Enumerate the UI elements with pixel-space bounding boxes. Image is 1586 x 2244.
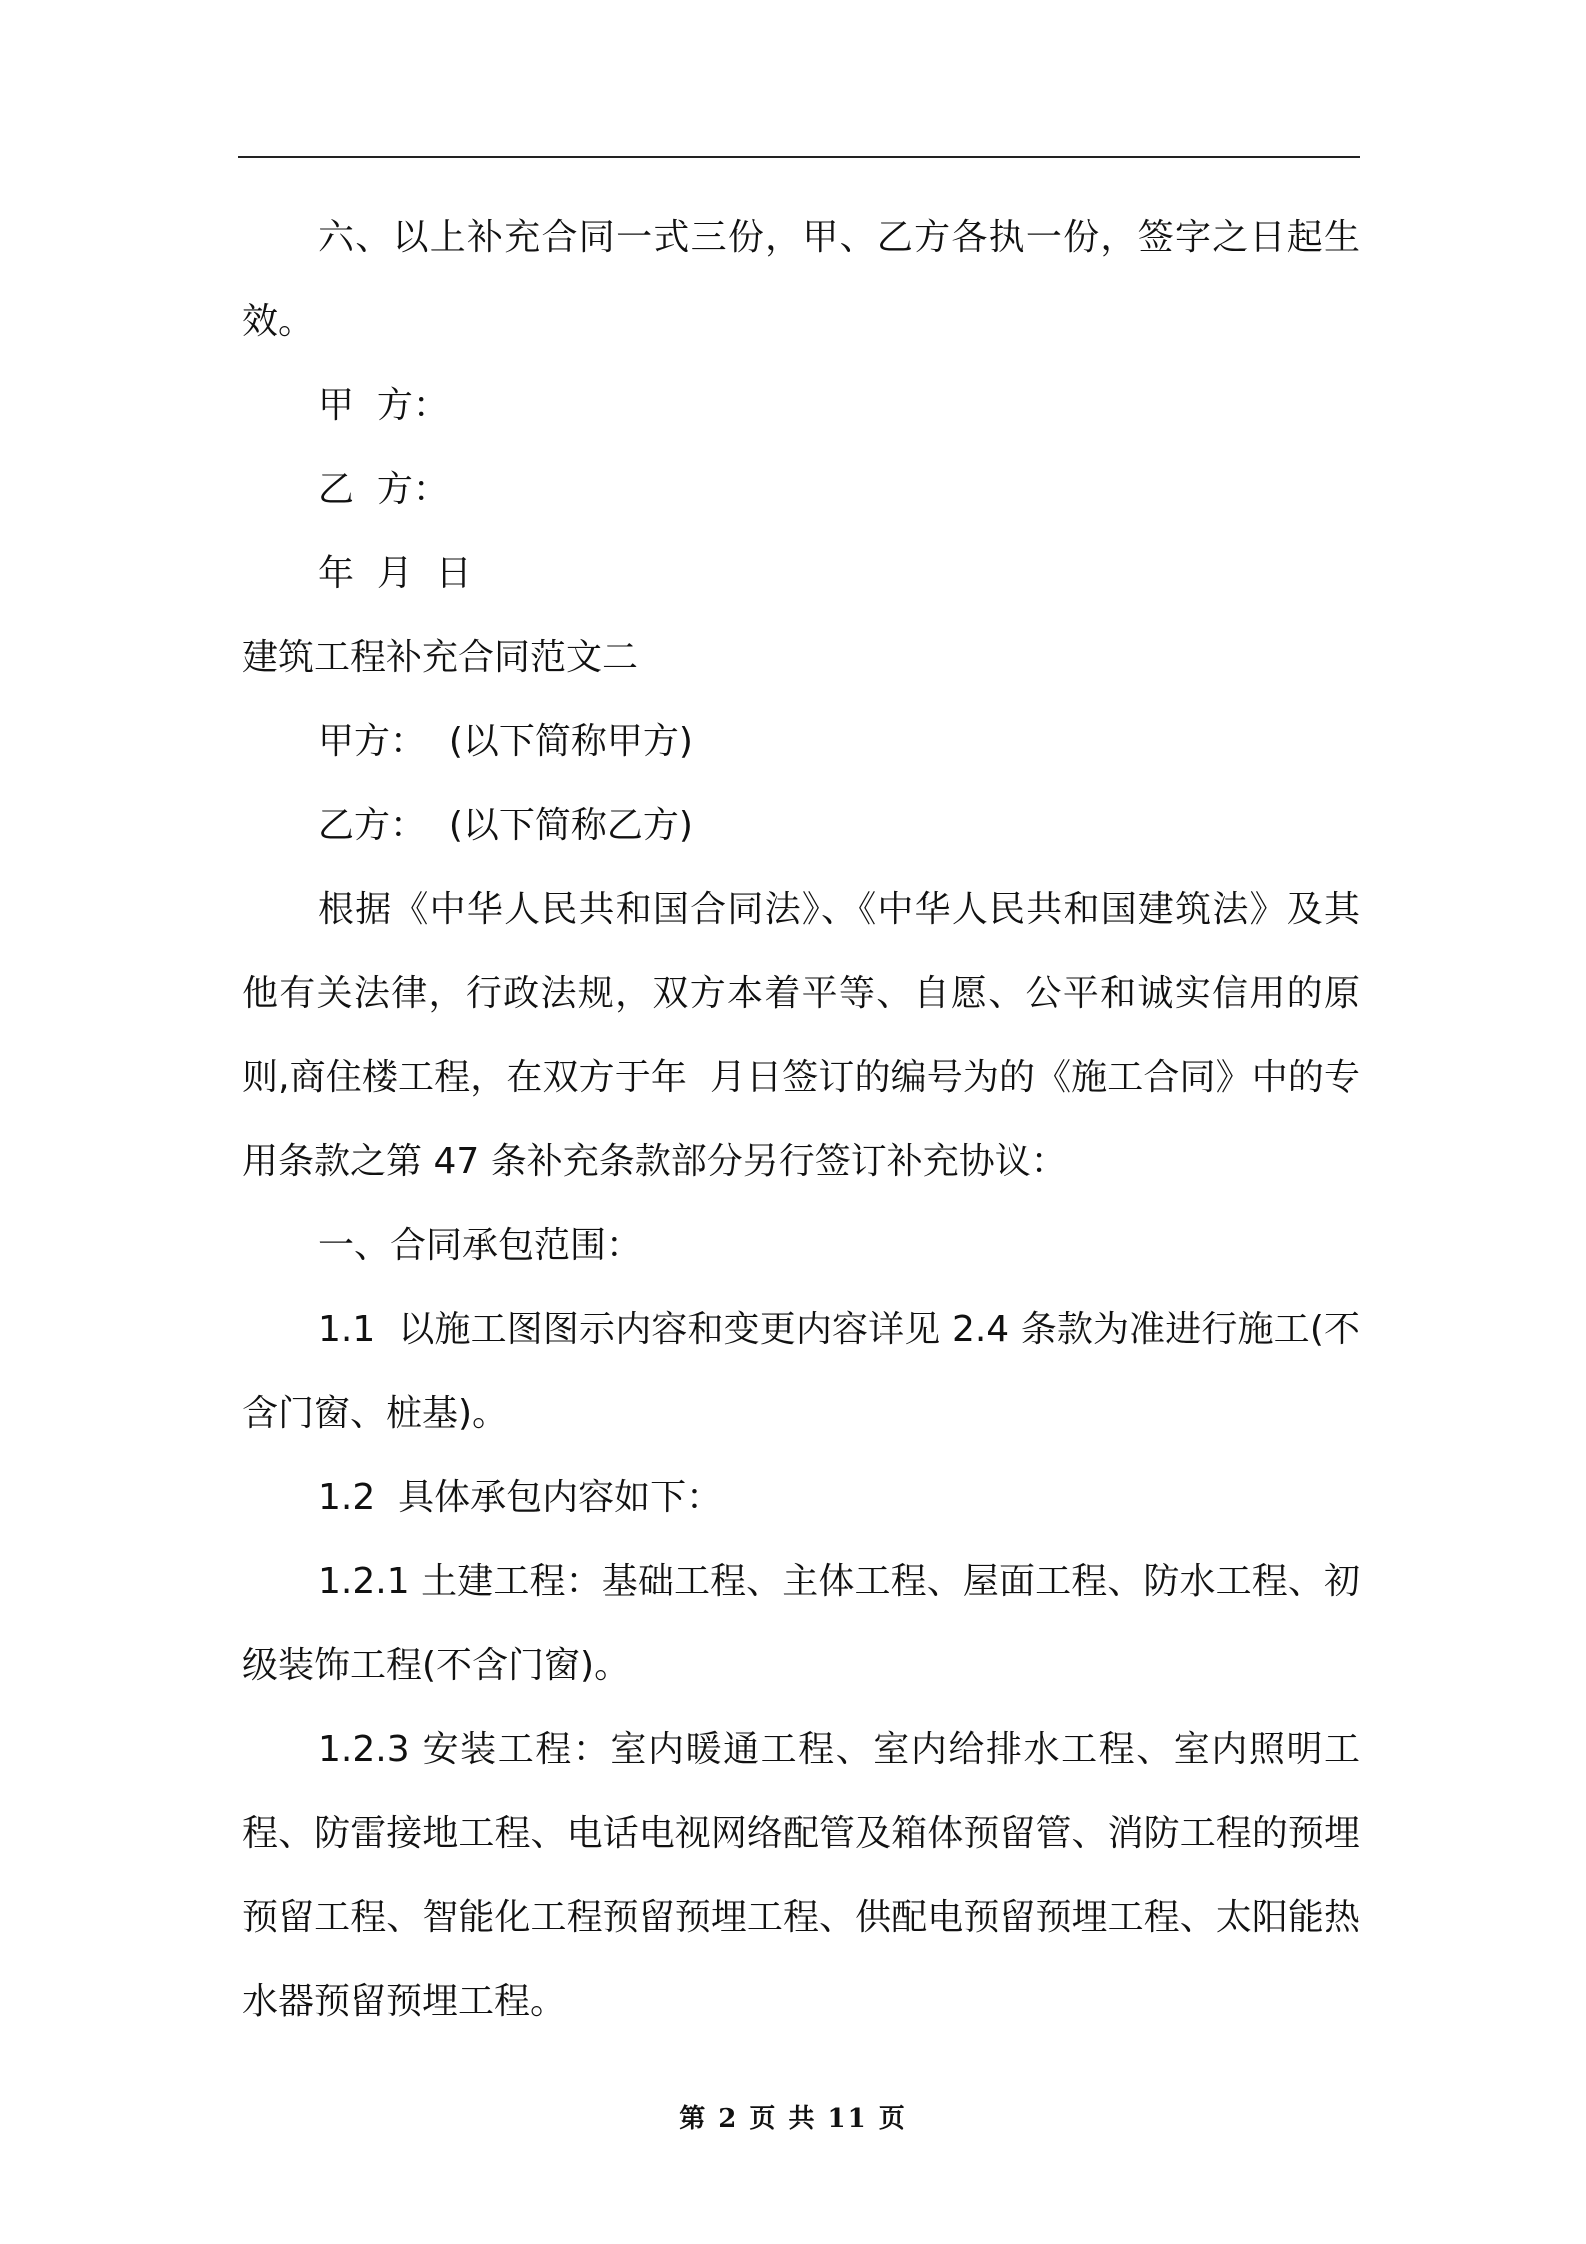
document-body	[242, 196, 1360, 2044]
clause-1-2: 1.2 具体承包内容如下：	[318, 1477, 723, 1518]
clause-1-1: 1.1 以施工图图示内容和变更内容详见 2.4 条款为准进行施工(不含门窗、桩基)。	[242, 1309, 1360, 1434]
clause-1-2-3: 1.2.3 安装工程：室内暖通工程、室内给排水工程、室内照明工程、防雷接地工程、电话电视网络配管及箱体预留管、消防工程的预埋预留工程、智能化工程预留预埋工程、供配电预留预埋工程、太阳能热水器预留预埋工程。	[242, 1729, 1360, 2022]
header-rule	[238, 156, 1360, 158]
party-a-line: 甲方： (以下简称甲方)	[318, 721, 693, 762]
section-title: 建筑工程补充合同范文二	[242, 637, 639, 678]
party-a-signature-line: 甲 方：	[318, 385, 449, 426]
page-number: 第 2 页 共 11 页	[679, 2104, 907, 2134]
heading-scope: 一、合同承包范围：	[318, 1225, 643, 1266]
party-b-line: 乙方： (以下简称乙方)	[318, 805, 693, 846]
date-line: 年 月 日	[318, 553, 472, 594]
paragraph-effectivity: 六、以上补充合同一式三份，甲、乙方各执一份，签字之日起生效。	[242, 217, 1360, 342]
paragraph-basis: 根据《中华人民共和国合同法》、《中华人民共和国建筑法》及其他有关法律，行政法规，双方本着平等、自愿、公平和诚实信用的原则,商住楼工程，在双方于年 月日签订的编号为的《施工合同》中的专用条款之第 47 条补充条款部分另行签订补充协议：	[242, 889, 1360, 1182]
party-b-signature-line: 乙 方：	[318, 469, 449, 510]
clause-1-2-1: 1.2.1 土建工程：基础工程、主体工程、屋面工程、防水工程、初级装饰工程(不含门窗)。	[242, 1561, 1360, 1686]
